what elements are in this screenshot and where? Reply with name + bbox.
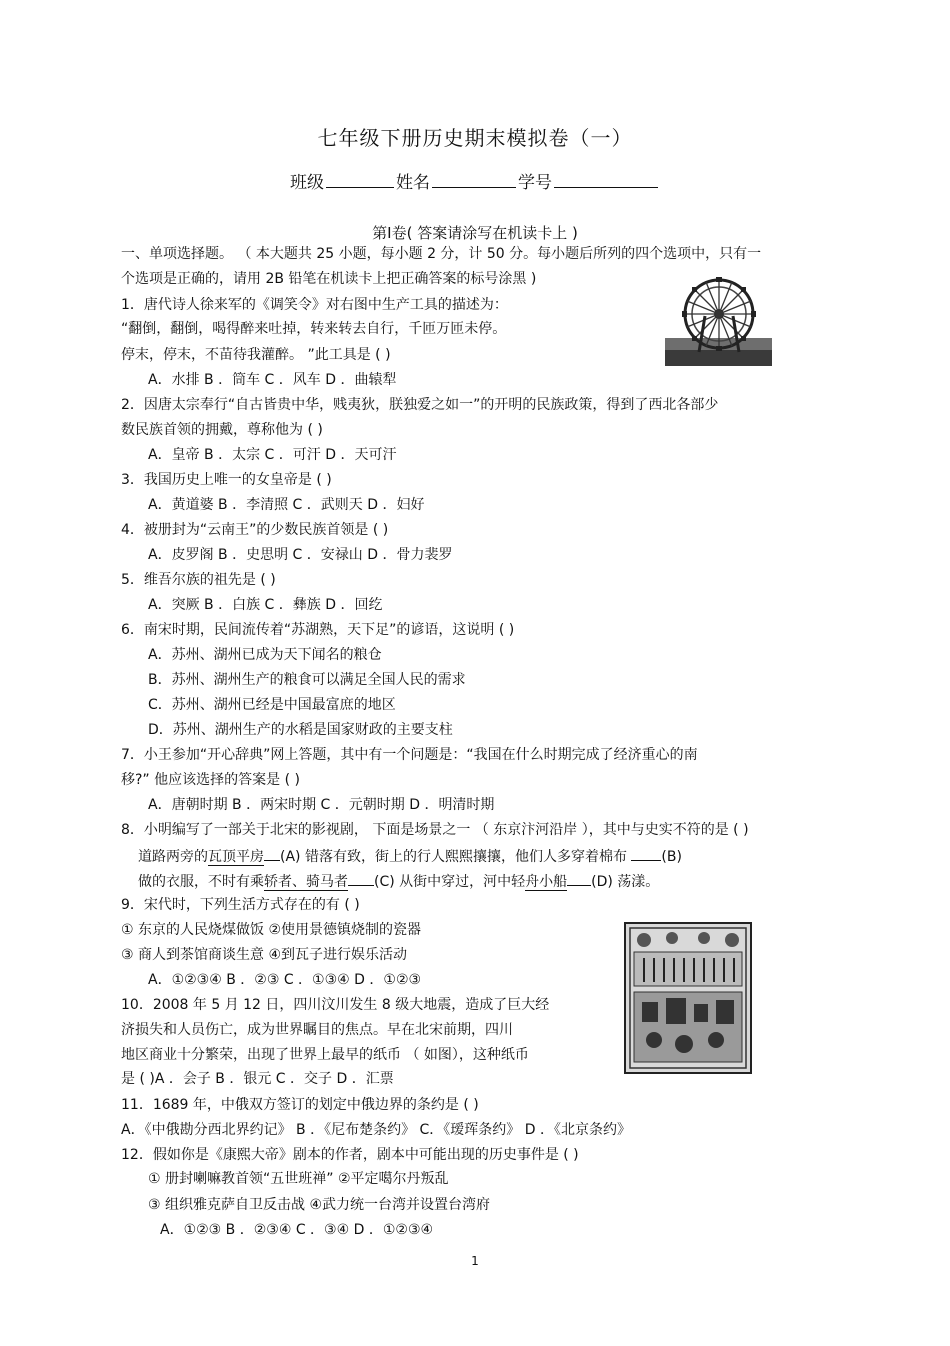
section-title: 第Ⅰ卷( 答案请涂写在机读卡上 ) <box>372 224 578 242</box>
q8-line-2 <box>138 846 682 866</box>
q1-line-3: 停末，停末，不苗待我灌醉。 ”此工具是 ( ) <box>121 347 391 363</box>
page-title: 七年级下册历史期末模拟卷（一） <box>317 126 633 150</box>
q6-option-c: C．苏州、湖州已经是中国最富庶的地区 <box>148 697 396 713</box>
q4-stem: 4．被册封为“云南王”的少数民族首领是 ( ) <box>121 522 389 538</box>
q11-stem: 11．1689 年，中俄双方签订的划定中俄边界的条约是 ( ) <box>121 1097 479 1113</box>
q8-line-3 <box>138 871 659 891</box>
q11-options: A．《中俄勘分西北界约记》 B ．《尼布楚条约》 C．《瑷珲条约》 D ．《北京条约》 <box>121 1122 631 1138</box>
q8-blank-a: 瓦顶平房 <box>208 849 264 865</box>
q10-line-3: 地区商业十分繁荣，出现了世界上最早的纸币 （ 如图），这种纸币 <box>121 1047 529 1063</box>
q12-item-2: ③ 组织雅克萨自卫反击战 ④武力统一台湾并设置台湾府 <box>148 1197 491 1213</box>
class-label: 班级 <box>290 173 324 193</box>
class-blank[interactable] <box>326 169 394 188</box>
q2-options: A．皇帝 B ．太宗 C ．可汗 D ．天可汗 <box>148 447 397 463</box>
q3-options: A．黄道婆 B ．李清照 C ．武则天 D ．妇好 <box>148 497 425 513</box>
q8-l3-mid: (C) 从街中穿过，河中轻 <box>374 874 526 890</box>
q9-options: A．①②③④ B ．②③ C ．①③④ D ．①②③ <box>148 972 422 988</box>
q3-stem: 3．我国历史上唯一的女皇帝是 ( ) <box>121 472 332 488</box>
q9-stem: 9．宋代时，下列生活方式存在的有 ( ) <box>121 897 360 913</box>
q1-options: A．水排 B ．筒车 C ．风车 D ．曲辕犁 <box>148 372 397 388</box>
q5-stem: 5．维吾尔族的祖先是 ( ) <box>121 572 276 588</box>
q2-line-1: 2．因唐太宗奉行“自古皆贵中华，贱夷狄，朕独爱之如一”的开明的民族政策，得到了西北各部少 <box>121 397 719 413</box>
q2-line-2: 数民族首领的拥戴，尊称他为 ( ) <box>121 422 323 438</box>
q7-line-2: 移?” 他应该选择的答案是 ( ) <box>121 772 300 788</box>
q12-options: A．①②③ B ．②③④ C ．③④ D ．①②③④ <box>160 1222 434 1238</box>
q8-l3-end: (D) 荡漾。 <box>591 874 660 890</box>
name-blank[interactable] <box>432 169 516 188</box>
student-info <box>0 168 950 193</box>
q8-blank-c: 轿者、骑马者 <box>264 874 348 890</box>
instructions-line-1: 一、单项选择题。 （ 本大题共 25 小题，每小题 2 分，计 50 分。每小题后所列的四个选项中，只有一 <box>121 246 762 262</box>
q9-item-1: ① 东京的人民烧煤做饭 ②使用景德镇烧制的瓷器 <box>121 922 422 938</box>
q1-line-2: “翻倒，翻倒，喝得醉来吐掉，转来转去自行，千匝万匝未停。 <box>121 321 507 337</box>
q6-option-d: D．苏州、湖州生产的水稻是国家财政的主要支柱 <box>148 722 453 738</box>
q6-option-a: A．苏州、湖州已成为天下闻名的粮仓 <box>148 647 382 663</box>
q8-l2-mid: (A) 错落有致，街上的行人熙熙攘攘，他们人多穿着棉布 <box>280 849 632 865</box>
instructions-line-2: 个选项是正确的，请用 2B 铅笔在机读卡上把正确答案的标号涂黑 ) <box>121 271 537 287</box>
page-number: 1 <box>471 1254 479 1268</box>
q1-line-1: 1．唐代诗人徐来军的《调笑令》对右图中生产工具的描述为： <box>121 297 508 313</box>
q10-line-4: 是 ( )A ．会子 B ．银元 C ．交子 D ．汇票 <box>121 1071 394 1087</box>
q8-l2-end: (B) <box>661 849 682 865</box>
q6-option-b: B．苏州、湖州生产的粮食可以满足全国人民的需求 <box>148 672 466 688</box>
jiaozi-banknote-image <box>624 922 752 1074</box>
id-label: 学号 <box>518 173 552 193</box>
q8-l3-pre: 做的衣服，不时有乘 <box>138 874 264 890</box>
name-label: 姓名 <box>396 173 430 193</box>
q12-item-1: ① 册封喇嘛教首领“五世班禅” ②平定噶尔丹叛乱 <box>148 1171 449 1187</box>
q12-stem: 12．假如你是《康熙大帝》剧本的作者，剧本中可能出现的历史事件是 ( ) <box>121 1147 579 1163</box>
q10-line-1: 10．2008 年 5 月 12 日，四川汶川发生 8 级大地震，造成了巨大经 <box>121 997 550 1013</box>
waterwheel-image <box>665 276 772 366</box>
q7-options: A．唐朝时期 B ．两宋时期 C ．元朝时期 D ．明清时期 <box>148 797 495 813</box>
q8-stem: 8．小明编写了一部关于北宋的影视剧， 下面是场景之一 （ 东京汴河沿岸 ），其中与史实不符的是 ( ) <box>121 822 749 838</box>
q8-l2-pre: 道路两旁的 <box>138 849 208 865</box>
q6-stem: 6．南宋时期，民间流传着“苏湖熟，天下足”的谚语，这说明 ( ) <box>121 622 515 638</box>
q7-line-1: 7．小王参加“开心辞典”网上答题，其中有一个问题是：“我国在什么时期完成了经济重心的南 <box>121 747 698 763</box>
q10-line-2: 济损失和人员伤亡，成为世界瞩目的焦点。早在北宋前期，四川 <box>121 1022 513 1038</box>
q4-options: A．皮罗阁 B ．史思明 C ．安禄山 D ．骨力裴罗 <box>148 547 453 563</box>
q9-item-2: ③ 商人到茶馆商谈生意 ④到瓦子进行娱乐活动 <box>121 947 408 963</box>
q5-options: A．突厥 B ．白族 C ．彝族 D ．回纥 <box>148 597 383 613</box>
q8-blank-d: 舟小船 <box>525 874 568 890</box>
id-blank[interactable] <box>554 169 658 188</box>
